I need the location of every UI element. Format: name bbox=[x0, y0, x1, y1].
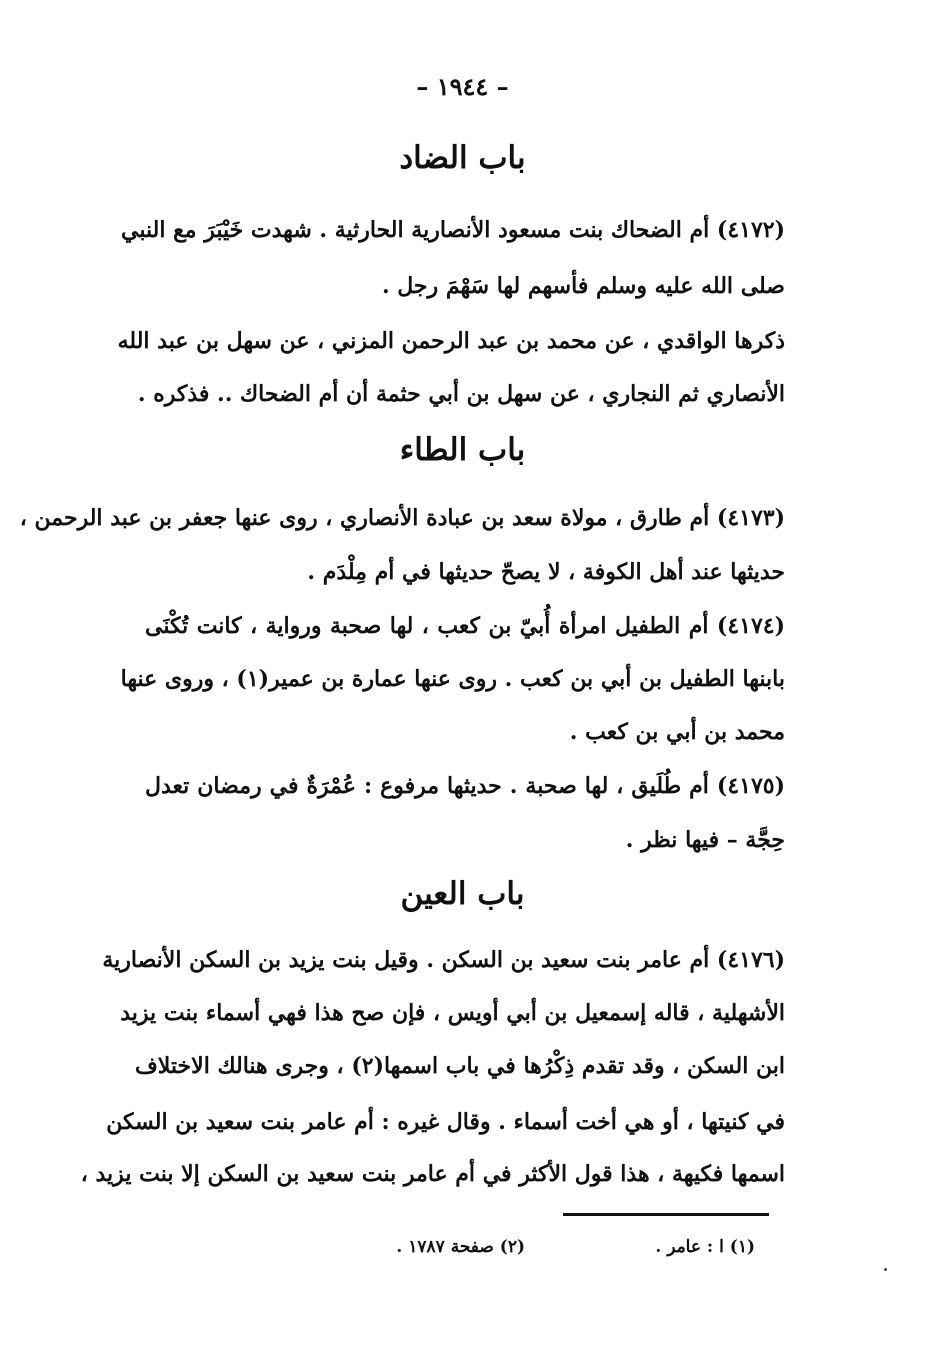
text-line: بابنها الطفيل بن أبي بن كعب . روى عنها عمارة بن عمير(١) ، وروى عنها bbox=[120, 666, 785, 692]
page-number: – ١٩٤٤ – bbox=[416, 72, 509, 101]
section-heading-ta: باب الطاء bbox=[399, 432, 526, 468]
section-heading-ain: باب العين bbox=[400, 876, 525, 912]
text-line: (٤١٧٢) أم الضحاك بنت مسعود الأنصارية الحارثية . شهدت خَيْبَرَ مع النبي bbox=[121, 217, 785, 243]
text-line: (٤١٧٤) أم الطفيل امرأة أُبيّ بن كعب ، لها صحبة ورواية ، كانت تُكْنَى bbox=[145, 613, 785, 639]
section-heading-dad: باب الضاد bbox=[399, 140, 526, 176]
footnote-2: (٢) صفحة ١٧٨٧ . bbox=[396, 1237, 525, 1257]
text-line: محمد بن أبي بن كعب . bbox=[569, 719, 785, 745]
scan-speck bbox=[884, 1268, 887, 1271]
footnote-1: (١) ا : عامر . bbox=[655, 1237, 755, 1257]
text-line: حديثها عند أهل الكوفة ، لا يصحّ حديثها في أم مِلْدَم . bbox=[307, 559, 785, 585]
text-line: حِجَّة – فيها نظر . bbox=[625, 827, 785, 853]
text-line: (٤١٧٣) أم طارق ، مولاة سعد بن عبادة الأنصاري ، روى عنها جعفر بن عبد الرحمن ، bbox=[19, 505, 785, 531]
text-line: في كنيتها ، أو هي أخت أسماء . وقال غيره : أم عامر بنت سعيد بن السكن bbox=[106, 1109, 785, 1135]
text-line: الأنصاري ثم النجاري ، عن سهل بن أبي حثمة أن أم الضحاك .. فذكره . bbox=[137, 381, 785, 407]
text-line: الأشهلية ، قاله إسمعيل بن أبي أويس ، فإن صح هذا فهي أسماء بنت يزيد bbox=[120, 1000, 785, 1026]
text-line: (٤١٧٥) أم طُلَيق ، لها صحبة . حديثها مرفوع : عُمْرَةٌ في رمضان تعدل bbox=[145, 773, 785, 799]
text-line: (٤١٧٦) أم عامر بنت سعيد بن السكن . وقيل بنت يزيد بن السكن الأنصارية bbox=[102, 947, 785, 973]
text-line: ابن السكن ، وقد تقدم ذِكْرُها في باب اسمها(٢) ، وجرى هنالك الاختلاف bbox=[134, 1053, 785, 1079]
text-line: اسمها فكيهة ، هذا قول الأكثر في أم عامر بنت سعيد بن السكن إلا بنت يزيد ، bbox=[80, 1161, 785, 1187]
text-line: ذكرها الواقدي ، عن محمد بن عبد الرحمن المزني ، عن سهل بن عبد الله bbox=[117, 328, 785, 354]
footnote-separator bbox=[563, 1213, 769, 1216]
text-line: صلى الله عليه وسلم فأسهم لها سَهْمَ رجل . bbox=[381, 273, 785, 299]
